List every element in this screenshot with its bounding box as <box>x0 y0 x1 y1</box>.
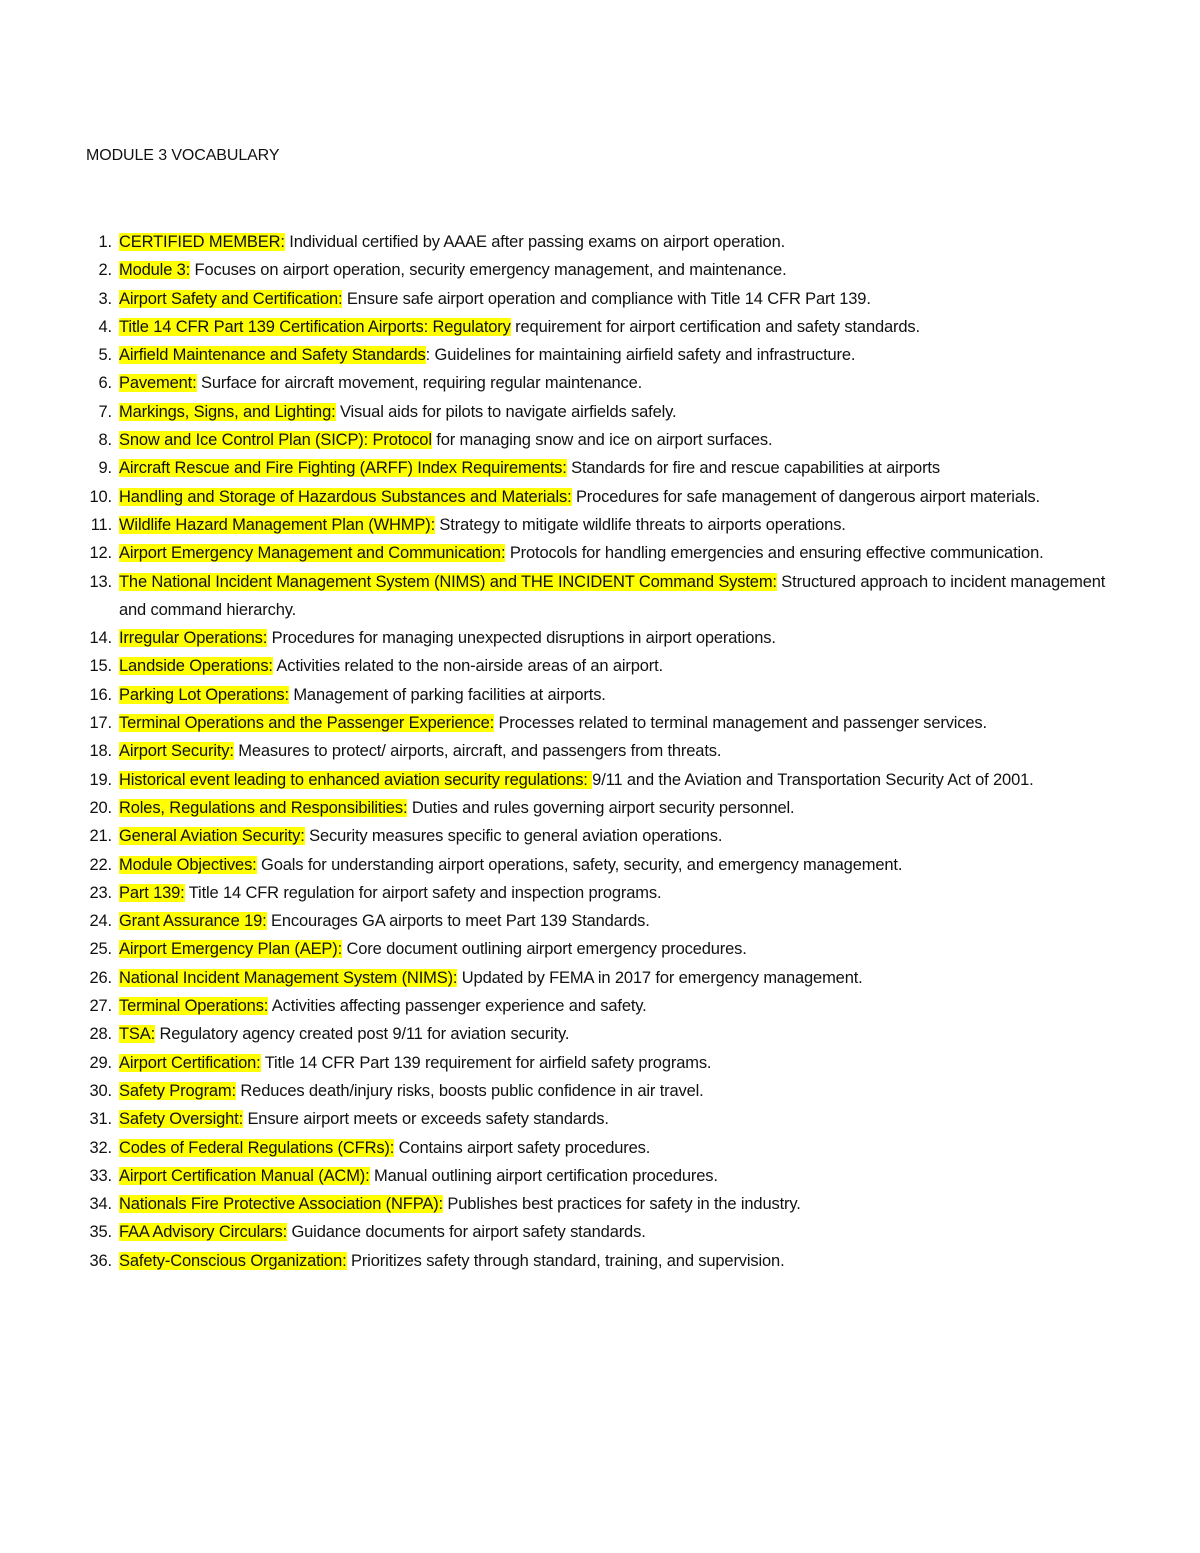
list-item <box>0 766 1114 794</box>
vocab-term: Airfield Maintenance and Safety Standards <box>119 346 426 365</box>
vocab-term: Parking Lot Operations: <box>119 685 289 704</box>
vocab-definition: Ensure safe airport operation and compliance with Title 14 CFR Part 139. <box>342 289 871 308</box>
vocab-definition: Updated by FEMA in 2017 for emergency management. <box>457 968 863 987</box>
vocab-definition: Surface for aircraft movement, requiring regular maintenance. <box>196 374 643 393</box>
item-number: 32. <box>89 1138 112 1157</box>
vocab-definition: Publishes best practices for safety in the industry. <box>442 1195 801 1214</box>
item-number: 17. <box>89 714 112 733</box>
item-number: 8. <box>98 431 112 450</box>
vocab-definition: Encourages GA airports to meet Part 139 Standards. <box>266 912 650 931</box>
vocab-definition: Goals for understanding airport operations, safety, security, and emergency management. <box>256 855 903 874</box>
list-item <box>0 907 1114 935</box>
vocab-definition: Security measures specific to general aviation operations. <box>304 827 723 846</box>
list-item <box>0 624 1114 652</box>
list-item <box>0 709 1114 737</box>
item-number: 36. <box>89 1251 112 1270</box>
vocab-definition: for managing snow and ice on airport surfaces. <box>431 431 773 450</box>
vocab-definition: Management of parking facilities at airports. <box>288 685 606 704</box>
vocab-definition: : Guidelines for maintaining airfield safety and infrastructure. <box>425 346 856 365</box>
item-number: 23. <box>89 883 112 902</box>
list-item <box>0 851 1114 879</box>
list-item <box>0 1134 1114 1162</box>
vocab-definition: Prioritizes safety through standard, training, and supervision. <box>346 1251 785 1270</box>
vocab-definition: Contains airport safety procedures. <box>394 1138 651 1157</box>
vocab-term: Airport Emergency Plan (AEP): <box>119 940 343 959</box>
vocab-definition: Protocols for handling emergencies and ensuring effective communication. <box>505 544 1044 563</box>
vocab-definition: Ensure airport meets or exceeds safety standards. <box>243 1110 609 1129</box>
vocab-term: The National Incident Management System (NIMS) and THE INCIDENT Command System: <box>119 572 777 591</box>
vocab-term: General Aviation Security: <box>119 827 305 846</box>
list-item <box>0 1247 1114 1275</box>
item-number: 7. <box>98 402 112 421</box>
vocabulary-list <box>0 228 1200 1275</box>
vocab-term: Terminal Operations: <box>119 997 269 1016</box>
vocab-term: TSA: <box>119 1025 156 1044</box>
item-number: 12. <box>89 544 112 563</box>
vocab-term: Codes of Federal Regulations (CFRs): <box>119 1138 395 1157</box>
vocab-term: Airport Certification: <box>119 1053 261 1072</box>
vocab-term: Aircraft Rescue and Fire Fighting (ARFF) Index Requirements: <box>119 459 567 478</box>
vocab-definition: Activities affecting passenger experience and safety. <box>268 997 647 1016</box>
item-number: 11. <box>90 515 112 534</box>
vocab-term: Irregular Operations: <box>119 629 268 648</box>
vocab-definition: Activities related to the non-airside areas of an airport. <box>272 657 663 676</box>
vocab-term: Markings, Signs, and Lighting: <box>119 402 336 421</box>
vocab-definition: Focuses on airport operation, security emergency management, and maintenance. <box>190 261 787 280</box>
item-number: 18. <box>89 742 112 761</box>
list-item <box>0 822 1114 850</box>
vocab-definition: requirement for airport certification and safety standards. <box>510 317 920 336</box>
vocab-term: Title 14 CFR Part 139 Certification Airports: Regulatory <box>119 317 511 336</box>
vocab-term: FAA Advisory Circulars: <box>119 1223 288 1242</box>
list-item <box>0 483 1114 511</box>
list-item <box>0 256 1114 284</box>
list-item <box>0 285 1114 313</box>
list-item <box>0 879 1114 907</box>
item-number: 3. <box>98 289 112 308</box>
list-item <box>0 341 1114 369</box>
vocab-term: Module 3: <box>119 261 191 280</box>
item-number: 35. <box>89 1223 112 1242</box>
list-item <box>0 454 1114 482</box>
vocab-definition: Reduces death/injury risks, boosts public confidence in air travel. <box>235 1081 704 1100</box>
vocab-definition: Title 14 CFR regulation for airport safety and inspection programs. <box>184 883 662 902</box>
vocab-term: Airport Safety and Certification: <box>119 289 343 308</box>
vocab-definition: Strategy to mitigate wildlife threats to airports operations. <box>435 515 846 534</box>
vocab-definition: Standards for fire and rescue capabilities at airports <box>566 459 940 478</box>
vocab-term: Safety-Conscious Organization: <box>119 1251 347 1270</box>
item-number: 4. <box>98 317 112 336</box>
item-number: 27. <box>89 997 112 1016</box>
item-number: 13. <box>89 572 112 591</box>
vocab-term: Grant Assurance 19: <box>119 912 267 931</box>
list-item <box>0 992 1114 1020</box>
vocab-term: National Incident Management System (NIMS): <box>119 968 458 987</box>
item-number: 16. <box>89 685 112 704</box>
vocab-definition: Structured approach to incident management and command hierarchy. <box>119 572 1106 619</box>
item-number: 25. <box>89 940 112 959</box>
list-item <box>0 1105 1114 1133</box>
vocab-definition: Processes related to terminal management and passenger services. <box>494 714 987 733</box>
vocab-definition: Core document outlining airport emergency procedures. <box>342 940 747 959</box>
list-item <box>0 964 1114 992</box>
item-number: 1. <box>98 233 112 251</box>
vocab-term: Landside Operations: <box>119 657 273 676</box>
vocab-definition: Procedures for managing unexpected disruptions in airport operations. <box>267 629 776 648</box>
vocab-definition: Regulatory agency created post 9/11 for aviation security. <box>155 1025 570 1044</box>
vocab-term: Module Objectives: <box>119 855 257 874</box>
list-item <box>0 539 1114 567</box>
list-item <box>0 313 1114 341</box>
item-number: 28. <box>89 1025 112 1044</box>
item-number: 14. <box>89 629 112 648</box>
list-item <box>0 369 1114 397</box>
list-item <box>0 398 1114 426</box>
list-item <box>0 568 1114 625</box>
vocab-definition: Duties and rules governing airport security personnel. <box>407 798 795 817</box>
list-item <box>0 1162 1114 1190</box>
vocab-term: CERTIFIED MEMBER: <box>119 233 285 251</box>
list-item <box>0 681 1114 709</box>
item-number: 9. <box>98 459 112 478</box>
item-number: 19. <box>89 770 112 789</box>
vocab-term: Roles, Regulations and Responsibilities: <box>119 798 408 817</box>
vocab-definition: Individual certified by AAAE after passing exams on airport operation. <box>284 233 786 251</box>
vocab-term: Airport Certification Manual (ACM): <box>119 1166 370 1185</box>
vocab-term: Part 139: <box>119 883 185 902</box>
vocab-term: Terminal Operations and the Passenger Experience: <box>119 714 495 733</box>
item-number: 33. <box>89 1166 112 1185</box>
item-number: 21. <box>89 827 112 846</box>
vocab-term: Safety Program: <box>119 1081 236 1100</box>
list-item <box>0 1077 1114 1105</box>
list-item <box>0 228 1114 256</box>
item-number: 20. <box>89 798 112 817</box>
list-item <box>0 935 1114 963</box>
vocab-term: Safety Oversight: <box>119 1110 244 1129</box>
list-item <box>0 737 1114 765</box>
item-number: 26. <box>89 968 112 987</box>
vocab-term: Handling and Storage of Hazardous Substances and Materials: <box>119 487 572 506</box>
item-number: 29. <box>89 1053 112 1072</box>
item-number: 5. <box>98 346 112 365</box>
vocab-term: Airport Security: <box>119 742 234 761</box>
vocab-term: Airport Emergency Management and Communication: <box>119 544 506 563</box>
vocab-definition: Visual aids for pilots to navigate airfields safely. <box>335 402 677 421</box>
list-item <box>0 794 1114 822</box>
vocab-definition: Guidance documents for airport safety standards. <box>287 1223 646 1242</box>
item-number: 31. <box>89 1110 112 1129</box>
vocab-definition: Title 14 CFR Part 139 requirement for airfield safety programs. <box>260 1053 712 1072</box>
list-item <box>0 1218 1114 1246</box>
item-number: 10. <box>89 487 112 506</box>
item-number: 30. <box>89 1081 112 1100</box>
list-item <box>0 1190 1114 1218</box>
vocab-term: Wildlife Hazard Management Plan (WHMP): <box>119 515 435 534</box>
vocab-definition: 9/11 and the Aviation and Transportation Security Act of 2001. <box>592 770 1034 789</box>
item-number: 34. <box>89 1195 112 1214</box>
item-number: 22. <box>89 855 112 874</box>
list-item <box>0 1020 1114 1048</box>
list-item <box>0 652 1114 680</box>
list-item <box>0 511 1114 539</box>
vocab-definition: Manual outlining airport certification procedures. <box>369 1166 718 1185</box>
item-number: 2. <box>98 261 112 280</box>
list-item <box>0 426 1114 454</box>
vocab-term: Historical event leading to enhanced aviation security regulations: <box>119 770 593 789</box>
vocab-term: Pavement: <box>119 374 197 393</box>
vocab-definition: Measures to protect/ airports, aircraft, and passengers from threats. <box>233 742 722 761</box>
vocab-term: Snow and Ice Control Plan (SICP): Protocol <box>119 431 432 450</box>
item-number: 15. <box>89 657 112 676</box>
vocab-term: Nationals Fire Protective Association (NFPA): <box>119 1195 443 1214</box>
list-item <box>0 1049 1114 1077</box>
item-number: 24. <box>89 912 112 931</box>
document-title: MODULE 3 VOCABULARY <box>86 147 280 164</box>
vocab-definition: Procedures for safe management of dangerous airport materials. <box>571 487 1040 506</box>
item-number: 6. <box>98 374 112 393</box>
